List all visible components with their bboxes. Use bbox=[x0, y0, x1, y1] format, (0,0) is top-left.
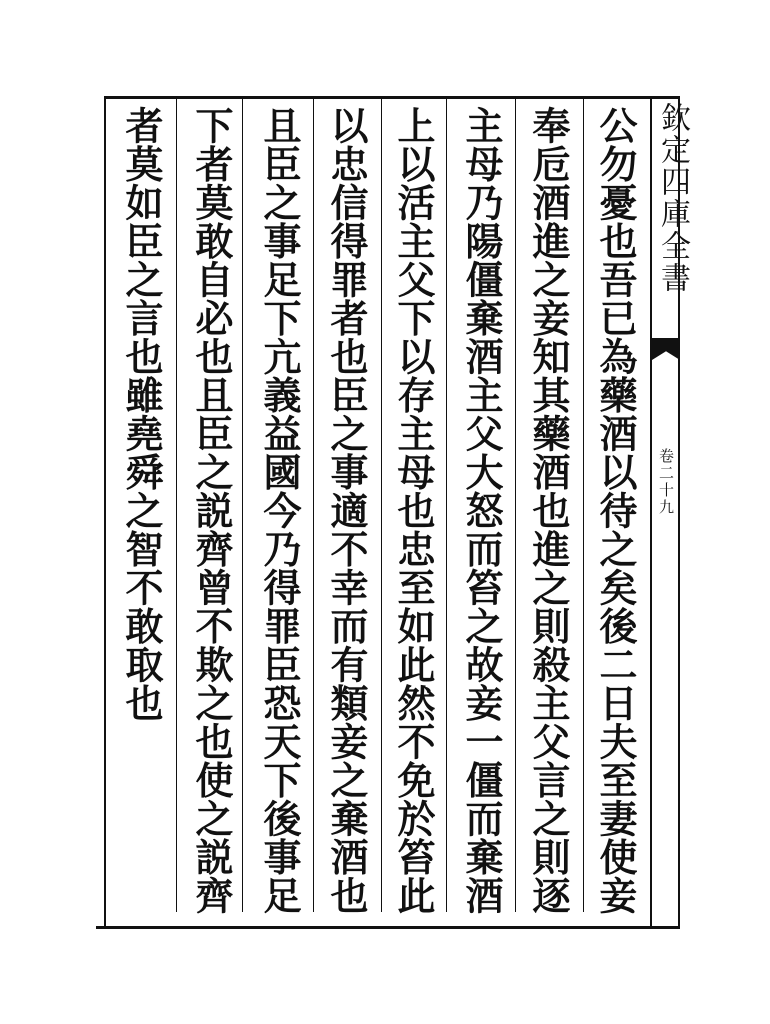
text-column-1: 公勿憂也吾已為藥酒以待之矣後二日夫至妻使妾 bbox=[593, 106, 638, 915]
column-rule bbox=[446, 98, 447, 912]
column-rule bbox=[104, 98, 106, 928]
text-column-3: 主母乃陽僵棄酒主父大怒而笞之故妾一僵而棄酒 bbox=[459, 106, 504, 915]
column-rule bbox=[515, 98, 516, 912]
column-rule bbox=[176, 98, 177, 912]
book-title: 欽定四庫全書 bbox=[655, 102, 690, 294]
column-rule bbox=[381, 98, 382, 912]
text-column-2: 奉卮酒進之妾知其藥酒也進之則殺主父言之則逐 bbox=[526, 106, 571, 915]
top-border bbox=[104, 96, 680, 99]
text-column-5: 以忠信得罪者也臣之事適不幸而有類妾之棄酒也 bbox=[324, 106, 369, 915]
bottom-border bbox=[96, 926, 680, 929]
text-column-7: 下者莫敢自必也且臣之説齊曾不欺之也使之説齊 bbox=[189, 106, 234, 915]
column-rule bbox=[583, 98, 584, 912]
column-rule bbox=[242, 98, 243, 912]
text-column-4: 上以活主父下以存主母也忠至如此然不免於笞此 bbox=[391, 106, 436, 915]
volume-label: 卷二十九 bbox=[657, 448, 675, 516]
text-column-6: 且臣之事足下亢義益國今乃得罪臣恐天下後事足 bbox=[257, 106, 302, 915]
text-column-8: 者莫如臣之言也雖堯舜之智不敢取也 bbox=[119, 106, 164, 722]
fishtail-mark bbox=[652, 338, 680, 360]
column-rule bbox=[313, 98, 314, 912]
